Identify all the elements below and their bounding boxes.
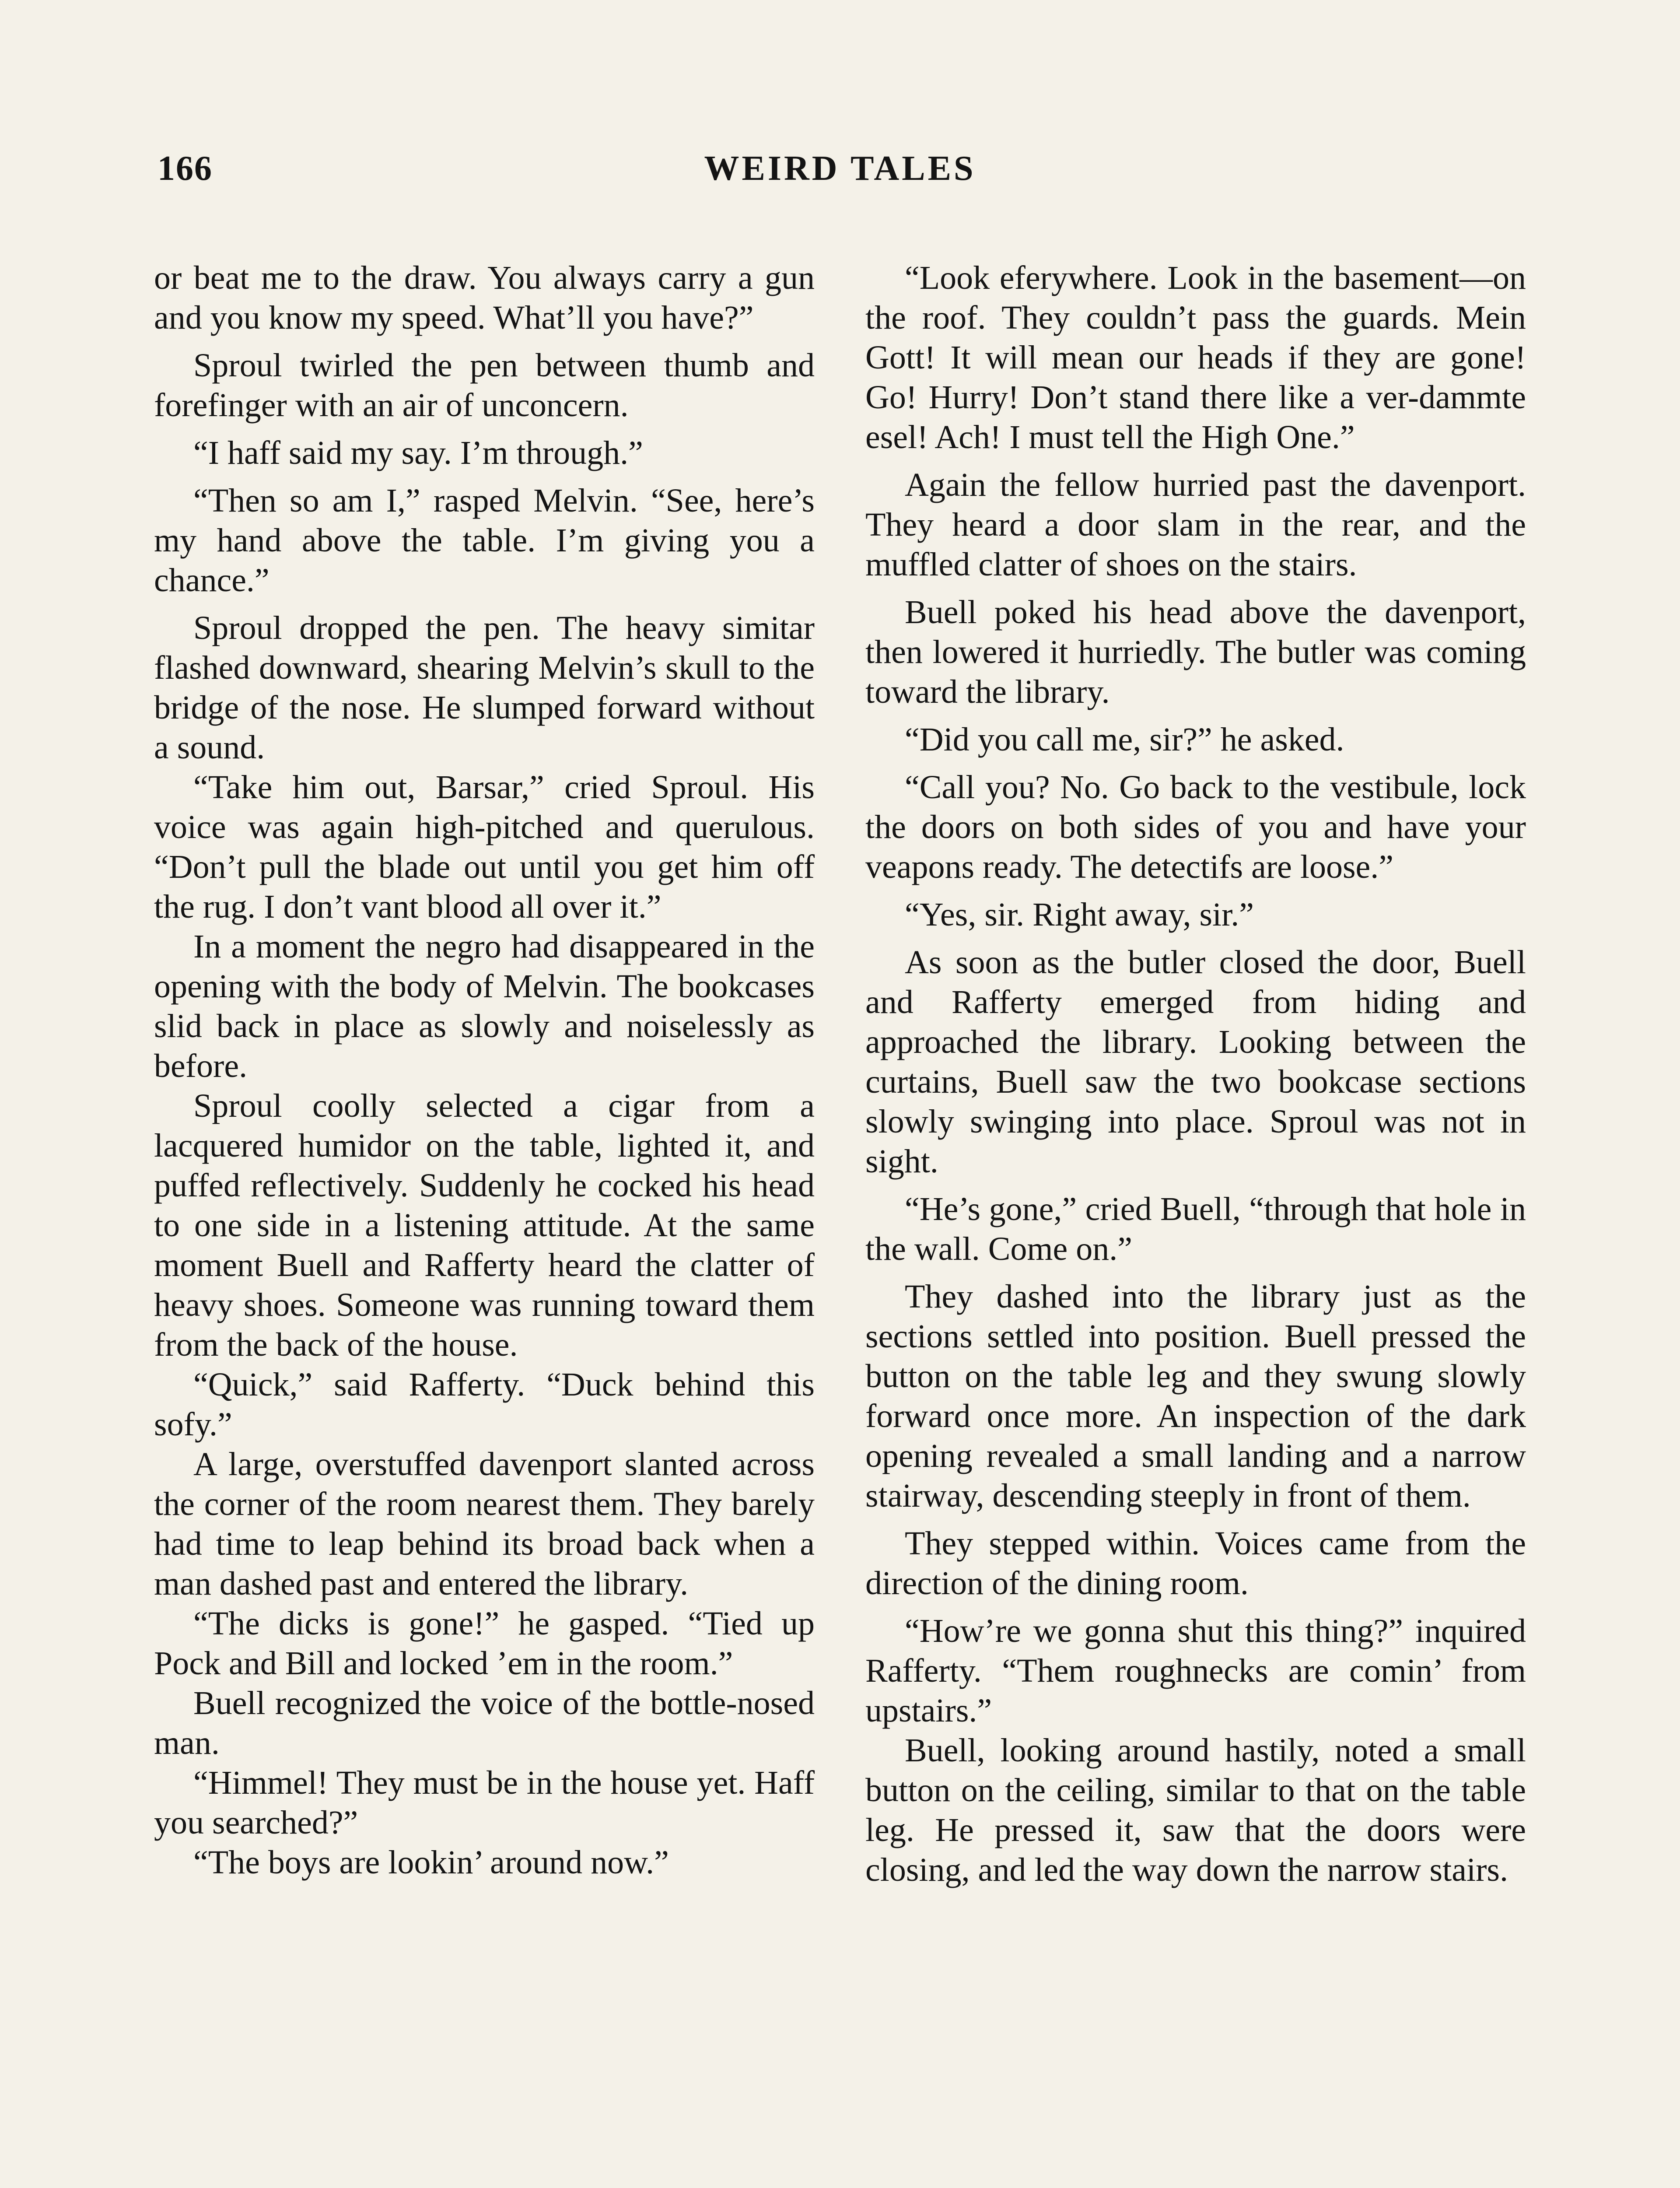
paragraph: “Look eferywhere. Look in the basement—on the roof. They couldn’t pass the guards. Mein Gott! It will mean our heads if they are gone! Go! Hurry! Don’t stand there like a ver-dammte esel! Ach! I must tell the High One.”	[865, 259, 1526, 456]
paragraph: Sproul dropped the pen. The heavy simitar flashed downward, shearing Melvin’s skull to the bridge of the nose. He slumped forward without a sound.	[154, 610, 815, 766]
paragraph: “Quick,” said Rafferty. “Duck behind this sofy.”	[154, 1366, 815, 1443]
paragraph: Sproul twirled the pen between thumb and forefinger with an air of unconcern.	[154, 347, 815, 424]
page-header	[153, 149, 1527, 197]
paragraph: “Then so am I,” rasped Melvin. “See, here’s my hand above the table. I’m giving you a chance.”	[154, 482, 815, 599]
paragraph: Buell recognized the voice of the bottle-nosed man.	[154, 1685, 815, 1761]
paragraph: They dashed into the library just as the sections settled into position. Buell pressed the button on the table leg and they swung slowly forward once more. An inspection of the dark opening revealed a small landing and a narrow stairway, descending steeply in front of them.	[865, 1278, 1526, 1514]
paragraph: “I haff said my say. I’m through.”	[193, 435, 643, 471]
paragraph: As soon as the butler closed the door, Buell and Rafferty emerged from hiding and approached the library. Looking between the curtains, Buell saw the two bookcase sections slowly swinging into place. Sproul was not in sight.	[865, 944, 1526, 1180]
paragraph: or beat me to the draw. You always carry a gun and you know my speed. What’ll you have?”	[154, 259, 815, 336]
paragraph: “Did you call me, sir?” he asked.	[905, 721, 1344, 758]
paragraph: “How’re we gonna shut this thing?” inquired Rafferty. “Them roughnecks are comin’ from upstairs.”	[865, 1613, 1526, 1729]
paragraph: “Call you? No. Go back to the vestibule, lock the doors on both sides of you and have your veapons ready. The detectifs are loose.”	[865, 769, 1526, 885]
paragraph: In a moment the negro had disappeared in the opening with the body of Melvin. The bookcases slid back in place as slowly and noiselessly as before.	[154, 928, 815, 1084]
paragraph: “The dicks is gone!” he gasped. “Tied up Pock and Bill and locked ’em in the room.”	[154, 1605, 815, 1682]
paragraph: Sproul coolly selected a cigar from a lacquered humidor on the table, lighted it, and puffed reflectively. Suddenly he cocked his head to one side in a listening attitude. At the same moment Buell and Rafferty heard the clatter of heavy shoes. Someone was running toward them from the back of the house.	[154, 1087, 815, 1363]
paragraph: They stepped within. Voices came from the direction of the dining room.	[865, 1525, 1526, 1602]
paragraph: Again the fellow hurried past the davenport. They heard a door slam in the rear, and the muffled clatter of shoes on the stairs.	[865, 466, 1526, 583]
paragraph: Buell poked his head above the davenport, then lowered it hurriedly. The butler was coming toward the library.	[865, 594, 1526, 710]
left-column	[154, 258, 815, 1883]
paragraph: “Take him out, Barsar,” cried Sproul. His voice was again high-pitched and querulous. “Don’t pull the blade out until you get him off the rug. I don’t vant blood all over it.”	[154, 769, 815, 925]
paragraph: Buell, looking around hastily, noted a small button on the ceiling, similar to that on the table leg. He pressed it, saw that the doors were closing, and led the way down the narrow stairs.	[865, 1732, 1526, 1888]
paragraph: A large, overstuffed davenport slanted across the corner of the room nearest them. They barely had time to leap behind its broad back when a man dashed past and entered the library.	[154, 1446, 815, 1602]
paragraph: “Yes, sir. Right away, sir.”	[905, 896, 1254, 933]
page-number: 166	[158, 149, 213, 188]
paragraph: “He’s gone,” cried Buell, “through that hole in the wall. Come on.”	[865, 1191, 1526, 1267]
paragraph: “Himmel! They must be in the house yet. Haff you searched?”	[154, 1764, 815, 1841]
paragraph: “The boys are lookin’ around now.”	[193, 1844, 669, 1881]
running-title: WEIRD TALES	[704, 149, 976, 188]
right-column	[865, 258, 1526, 1890]
